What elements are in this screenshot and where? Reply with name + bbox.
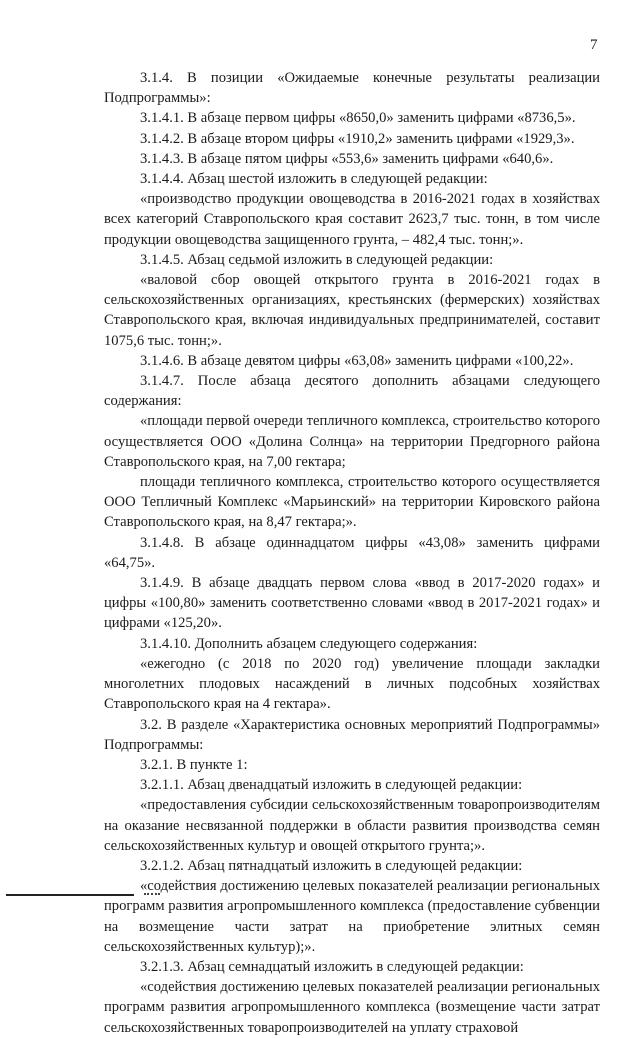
paragraph: 3.1.4.8. В абзаце одиннадцатом цифры «43,08» заменить цифрами «64,75». xyxy=(104,534,600,571)
footer-dots xyxy=(144,893,160,898)
page-number: 7 xyxy=(590,37,598,53)
paragraph: «производство продукции овощеводства в 2016-2021 годах в хозяйствах всех категорий Ставропольского края составит 2623,7 тыс. тонн, в том числе продукции овощеводства защищенного грунта, – 482,4 тыс. тонн;». xyxy=(104,191,600,248)
paragraph: 3.1.4.9. В абзаце двадцать первом слова «ввод в 2017-2020 годах» и цифры «100,80» заменить соответственно словами «ввод в 2017-2021 годах» и цифрами «125,20». xyxy=(104,575,600,632)
paragraph: 3.1.4.5. Абзац седьмой изложить в следующей редакции: xyxy=(140,251,494,268)
footer-rule xyxy=(6,894,134,896)
paragraph: 3.2. В разделе «Характеристика основных мероприятий Подпрограммы» Подпрограммы: xyxy=(104,716,600,753)
paragraph: 3.1.4.4. Абзац шестой изложить в следующей редакции: xyxy=(140,171,488,188)
paragraph: 3.1.4.2. В абзаце втором цифры «1910,2» заменить цифрами «1929,3». xyxy=(140,130,575,147)
paragraph: «валовой сбор овощей открытого грунта в 2016-2021 годах в сельскохозяйственных организациях, крестьянских (фермерских) хозяйствах Ставропольского края, включая индивидуальных предпринимателей, составит 1075,6 тыс. тонн;». xyxy=(104,272,600,349)
paragraph: 3.1.4.10. Дополнить абзацем следующего содержания: xyxy=(140,635,478,652)
paragraph: 3.1.4.6. В абзаце девятом цифры «63,08» заменить цифрами «100,22». xyxy=(140,352,574,369)
paragraph: «предоставления субсидии сельскохозяйственным товаропроизводителям на оказание несвязанной поддержки в области развития производства семян сельскохозяйственных культур и овощей открытого грунта;». xyxy=(104,797,600,854)
paragraph: 3.1.4.1. В абзаце первом цифры «8650,0» заменить цифрами «8736,5». xyxy=(140,110,576,127)
paragraph: «ежегодно (с 2018 по 2020 год) увеличение площади закладки многолетних плодовых насаждений в личных подсобных хозяйствах Ставропольского края на 4 гектара». xyxy=(104,655,600,713)
paragraph: «площади первой очереди тепличного комплекса, строительство которого осуществляется ООО «Долина Солнца» на территории Предгорного района Ставропольского края, на 7,00 гектара; xyxy=(104,413,600,470)
paragraph: «содействия достижению целевых показателей реализации региональных программ развития агропромышленного комплекса (предоставление субвенции на возмещение части затрат на приобретение элитных семян сельскохозяйственных культур);». xyxy=(104,878,600,955)
paragraph: 3.2.1.3. Абзац семнадцатый изложить в следующей редакции: xyxy=(140,958,524,975)
paragraph: «содействия достижению целевых показателей реализации региональных программ развития агропромышленного комплекса (возмещение части затрат сельскохозяйственных товаропроизводителей на уплату страховой xyxy=(104,979,600,1036)
paragraph: 3.1.4.7. После абзаца десятого дополнить абзацами следующего содержания: xyxy=(104,373,600,410)
paragraph: 3.2.1. В пункте 1: xyxy=(140,756,248,773)
paragraph: 3.1.4.3. В абзаце пятом цифры «553,6» заменить цифрами «640,6». xyxy=(140,150,554,167)
paragraph: 3.2.1.2. Абзац пятнадцатый изложить в следующей редакции: xyxy=(140,857,523,874)
document-body xyxy=(104,68,600,1038)
paragraph: 3.1.4. В позиции «Ожидаемые конечные результаты реализации Подпрограммы»: xyxy=(104,70,600,107)
paragraph: площади тепличного комплекса, строительство которого осуществляется ООО Тепличный Комплекс «Марьинский» на территории Кировского района Ставропольского края, на 8,47 гектара;». xyxy=(104,474,600,531)
paragraph: 3.2.1.1. Абзац двенадцатый изложить в следующей редакции: xyxy=(140,777,523,794)
